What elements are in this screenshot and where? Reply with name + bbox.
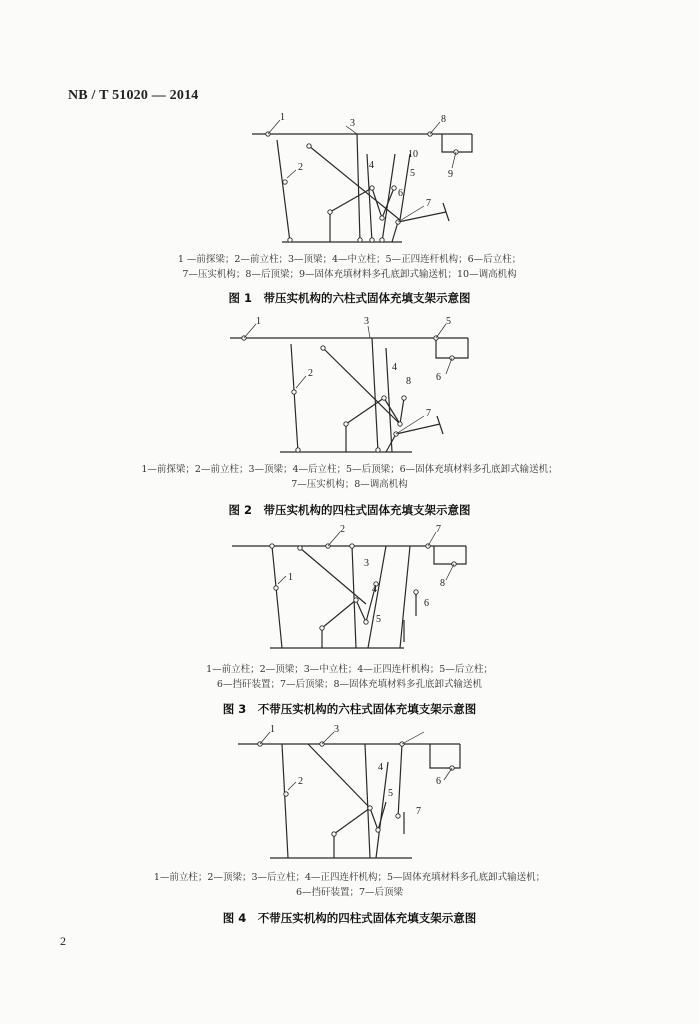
figure-2-diagram [0, 312, 699, 462]
callout: 3 [364, 558, 369, 569]
callout: 4 [392, 362, 397, 373]
callout: 5 [446, 316, 451, 327]
figure-4-svg [0, 722, 699, 867]
figure-2-svg [0, 312, 699, 462]
callout: 5 [388, 788, 393, 799]
callout: 5 [376, 614, 381, 625]
callout: 4 [372, 584, 377, 595]
figure-1-legend [0, 252, 699, 282]
legend-line: 7—压实机构；8—后顶梁；9—固体充填材料多孔底卸式输送机；10—调高机构 [182, 269, 517, 280]
callout: 6 [424, 598, 429, 609]
figure-4-legend [0, 870, 699, 900]
callout: 9 [448, 169, 453, 180]
legend-line: 6—挡矸装置；7—后顶梁；8—固体充填材料多孔底卸式输送机 [216, 679, 483, 690]
callout: 3 [350, 118, 355, 129]
standard-number: NB / T 51020 — 2014 [68, 88, 199, 103]
callout: 2 [298, 162, 303, 173]
figure-3-svg [0, 524, 699, 654]
callout: 7 [426, 408, 431, 419]
legend-line: 6—挡矸装置；7—后顶梁 [295, 887, 404, 898]
callout: 5 [410, 168, 415, 179]
callout: 4 [369, 160, 374, 171]
callout: 4 [378, 762, 383, 773]
callout: 6 [436, 372, 441, 383]
callout: 10 [408, 149, 418, 160]
figure-3-caption: 图 3 不带压实机构的六柱式固体充填支架示意图 [222, 702, 477, 716]
callout: 7 [416, 806, 421, 817]
callout: 2 [308, 368, 313, 379]
figure-1-caption: 图 1 带压实机构的六柱式固体充填支架示意图 [228, 291, 471, 305]
callout: 8 [406, 376, 411, 387]
callout: 1 [280, 112, 285, 123]
callout: 6 [398, 188, 403, 199]
legend-line: 7—压实机构；8—调高机构 [291, 479, 408, 490]
page-number: 2 [60, 934, 66, 948]
callout: 7 [426, 198, 431, 209]
legend-line: 1—前立柱；2—顶梁；3—中立柱；4—正四连杆机构；5—后立柱； [206, 664, 493, 675]
figure-3-legend [0, 662, 699, 692]
legend-line: 1 —前探梁；2—前立柱；3—顶梁；4—中立柱；5—正四连杆机构；6—后立柱； [177, 254, 522, 265]
figure-3-diagram [0, 524, 699, 654]
callout: 7 [436, 524, 441, 535]
figure-1-diagram [0, 110, 699, 250]
callout: 3 [364, 316, 369, 327]
callout: 8 [441, 114, 446, 125]
callout: 2 [340, 524, 345, 535]
callout: 1 [256, 316, 261, 327]
figure-2-legend [0, 462, 699, 492]
callout: 2 [298, 776, 303, 787]
legend-line: 1—前探梁；2—前立柱；3—顶梁；4—后立柱；5—后顶梁；6—固体充填材料多孔底卸式输送机； [141, 464, 558, 475]
callout: 1 [288, 572, 293, 583]
callout: 6 [436, 776, 441, 787]
figure-4-caption: 图 4 不带压实机构的四柱式固体充填支架示意图 [222, 911, 477, 925]
callout: 8 [440, 578, 445, 589]
callout: 1 [270, 724, 275, 735]
figure-2-caption: 图 2 带压实机构的四柱式固体充填支架示意图 [228, 503, 471, 517]
callout: 3 [334, 724, 339, 735]
figure-1-svg [0, 110, 699, 250]
figure-4-diagram [0, 722, 699, 867]
legend-line: 1—前立柱；2—顶梁；3—后立柱；4—正四连杆机构；5—固体充填材料多孔底卸式输送机； [153, 872, 546, 883]
